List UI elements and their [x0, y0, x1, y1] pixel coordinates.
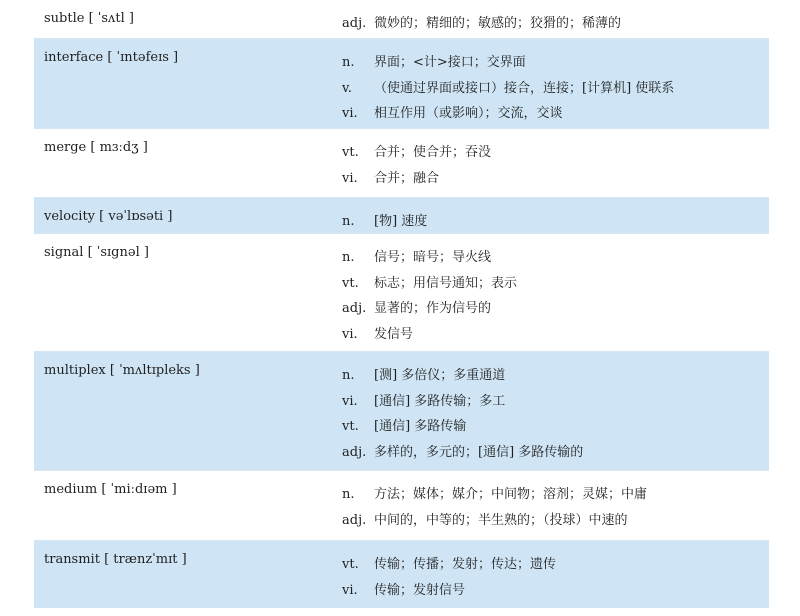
headword: [44, 362, 200, 380]
definition-text: 微妙的；精细的；敏感的；狡猾的；稀薄的: [374, 16, 622, 31]
definition-line: [342, 414, 762, 440]
definition-line: [342, 101, 762, 127]
vocab-row-interface: [34, 39, 769, 129]
part-of-speech: n.: [342, 55, 355, 70]
definition-line: [342, 322, 762, 348]
definitions: [342, 209, 762, 235]
definition-line: [342, 482, 762, 508]
definition-line: [342, 389, 762, 415]
vocabulary-table: [34, 0, 769, 608]
definition-line: [342, 578, 762, 604]
definition-line: [342, 296, 762, 322]
phonetic-text: [ ˈsɪgnəl ]: [87, 245, 149, 260]
definition-text: 传输；传播；发射；传达；遗传: [374, 557, 557, 572]
definitions: [342, 140, 762, 191]
part-of-speech: vi.: [342, 170, 358, 186]
definitions: [342, 245, 762, 347]
definition-line: [342, 363, 762, 389]
part-of-speech: n.: [342, 214, 355, 229]
part-of-speech: adj.: [342, 301, 367, 316]
part-of-speech: vi.: [342, 106, 358, 121]
definition-line: [342, 166, 762, 192]
definition-text: 多样的，多元的；[通信] 多路传输的: [374, 444, 584, 460]
headword: [44, 208, 172, 226]
headword: [44, 139, 148, 157]
definition-text: （使通过界面或接口）接合，连接；[计算机] 使联系: [374, 80, 675, 96]
part-of-speech: vt.: [342, 145, 359, 160]
headword: [44, 244, 149, 262]
phonetic-text: [ ˈsʌtl ]: [88, 11, 134, 26]
definition-text: 方法；媒体；媒介；中间物；溶剂；灵媒；中庸: [374, 487, 648, 502]
vocab-row-signal: [34, 234, 769, 352]
part-of-speech: vt.: [342, 557, 359, 572]
headword: [44, 10, 134, 28]
vocab-row-medium: [34, 471, 769, 541]
definition-text: 合并；融合: [374, 170, 440, 186]
definitions: [342, 363, 762, 465]
definition-text: 发信号: [374, 326, 414, 342]
part-of-speech: n.: [342, 487, 355, 502]
word-text: velocity: [44, 209, 96, 224]
part-of-speech: vt.: [342, 275, 359, 291]
word-text: multiplex: [44, 363, 106, 378]
definition-line: [342, 508, 762, 534]
phonetic-text: [ ˈɪntəfeɪs ]: [107, 50, 179, 65]
definition-line: [342, 209, 762, 235]
definitions: [342, 482, 762, 533]
definitions: [342, 552, 762, 603]
word-text: subtle: [44, 11, 85, 26]
phonetic-text: [ ˈmiːdɪəm ]: [101, 482, 177, 497]
definition-text: 界面；<计>接口；交界面: [374, 55, 526, 70]
part-of-speech: vi.: [342, 393, 358, 409]
headword: [44, 481, 177, 499]
vocab-row-velocity: [34, 198, 769, 234]
definition-text: [通信] 多路传输: [374, 419, 467, 434]
definition-text: 中间的，中等的；半生熟的；（投球）中速的: [374, 512, 628, 528]
definitions: [342, 11, 762, 37]
vocab-row-merge: [34, 129, 769, 198]
part-of-speech: adj.: [342, 444, 367, 460]
definition-text: 合并；使合并；吞没: [374, 145, 492, 160]
part-of-speech: adj.: [342, 16, 367, 31]
definition-line: [342, 11, 762, 37]
part-of-speech: adj.: [342, 512, 367, 528]
definition-text: [测] 多倍仪；多重通道: [374, 368, 506, 383]
definition-text: [通信] 多路传输；多工: [374, 393, 506, 409]
phonetic-text: [ trænzˈmɪt ]: [104, 552, 187, 567]
definitions: [342, 50, 762, 127]
phonetic-text: [ ˈmʌltɪpleks ]: [109, 363, 200, 378]
definition-text: 信号；暗号；导火线: [374, 250, 492, 265]
vocab-row-multiplex: [34, 352, 769, 471]
definition-text: 传输；发射信号: [374, 582, 466, 598]
definition-line: [342, 140, 762, 166]
part-of-speech: n.: [342, 368, 355, 383]
definition-line: [342, 76, 762, 102]
definition-text: 标志；用信号通知；表示: [374, 275, 518, 291]
part-of-speech: n.: [342, 250, 355, 265]
definition-text: 显著的；作为信号的: [374, 301, 492, 316]
vocab-row-transmit: [34, 541, 769, 608]
definition-text: 相互作用（或影响）；交流，交谈: [374, 106, 563, 121]
part-of-speech: vi.: [342, 326, 358, 342]
part-of-speech: v.: [342, 80, 352, 96]
phonetic-text: [ mɜːdʒ ]: [90, 140, 148, 155]
headword: [44, 49, 178, 67]
definition-line: [342, 440, 762, 466]
vocab-row-subtle: [34, 0, 769, 39]
word-text: merge: [44, 140, 87, 155]
definition-line: [342, 50, 762, 76]
definition-line: [342, 245, 762, 271]
word-text: medium: [44, 482, 98, 497]
word-text: transmit: [44, 552, 100, 567]
definition-line: [342, 271, 762, 297]
headword: [44, 551, 187, 569]
definition-text: [物] 速度: [374, 214, 428, 229]
word-text: interface: [44, 50, 104, 65]
part-of-speech: vt.: [342, 419, 359, 434]
phonetic-text: [ vəˈlɒsəti ]: [99, 209, 173, 224]
definition-line: [342, 552, 762, 578]
word-text: signal: [44, 245, 84, 260]
part-of-speech: vi.: [342, 582, 358, 598]
